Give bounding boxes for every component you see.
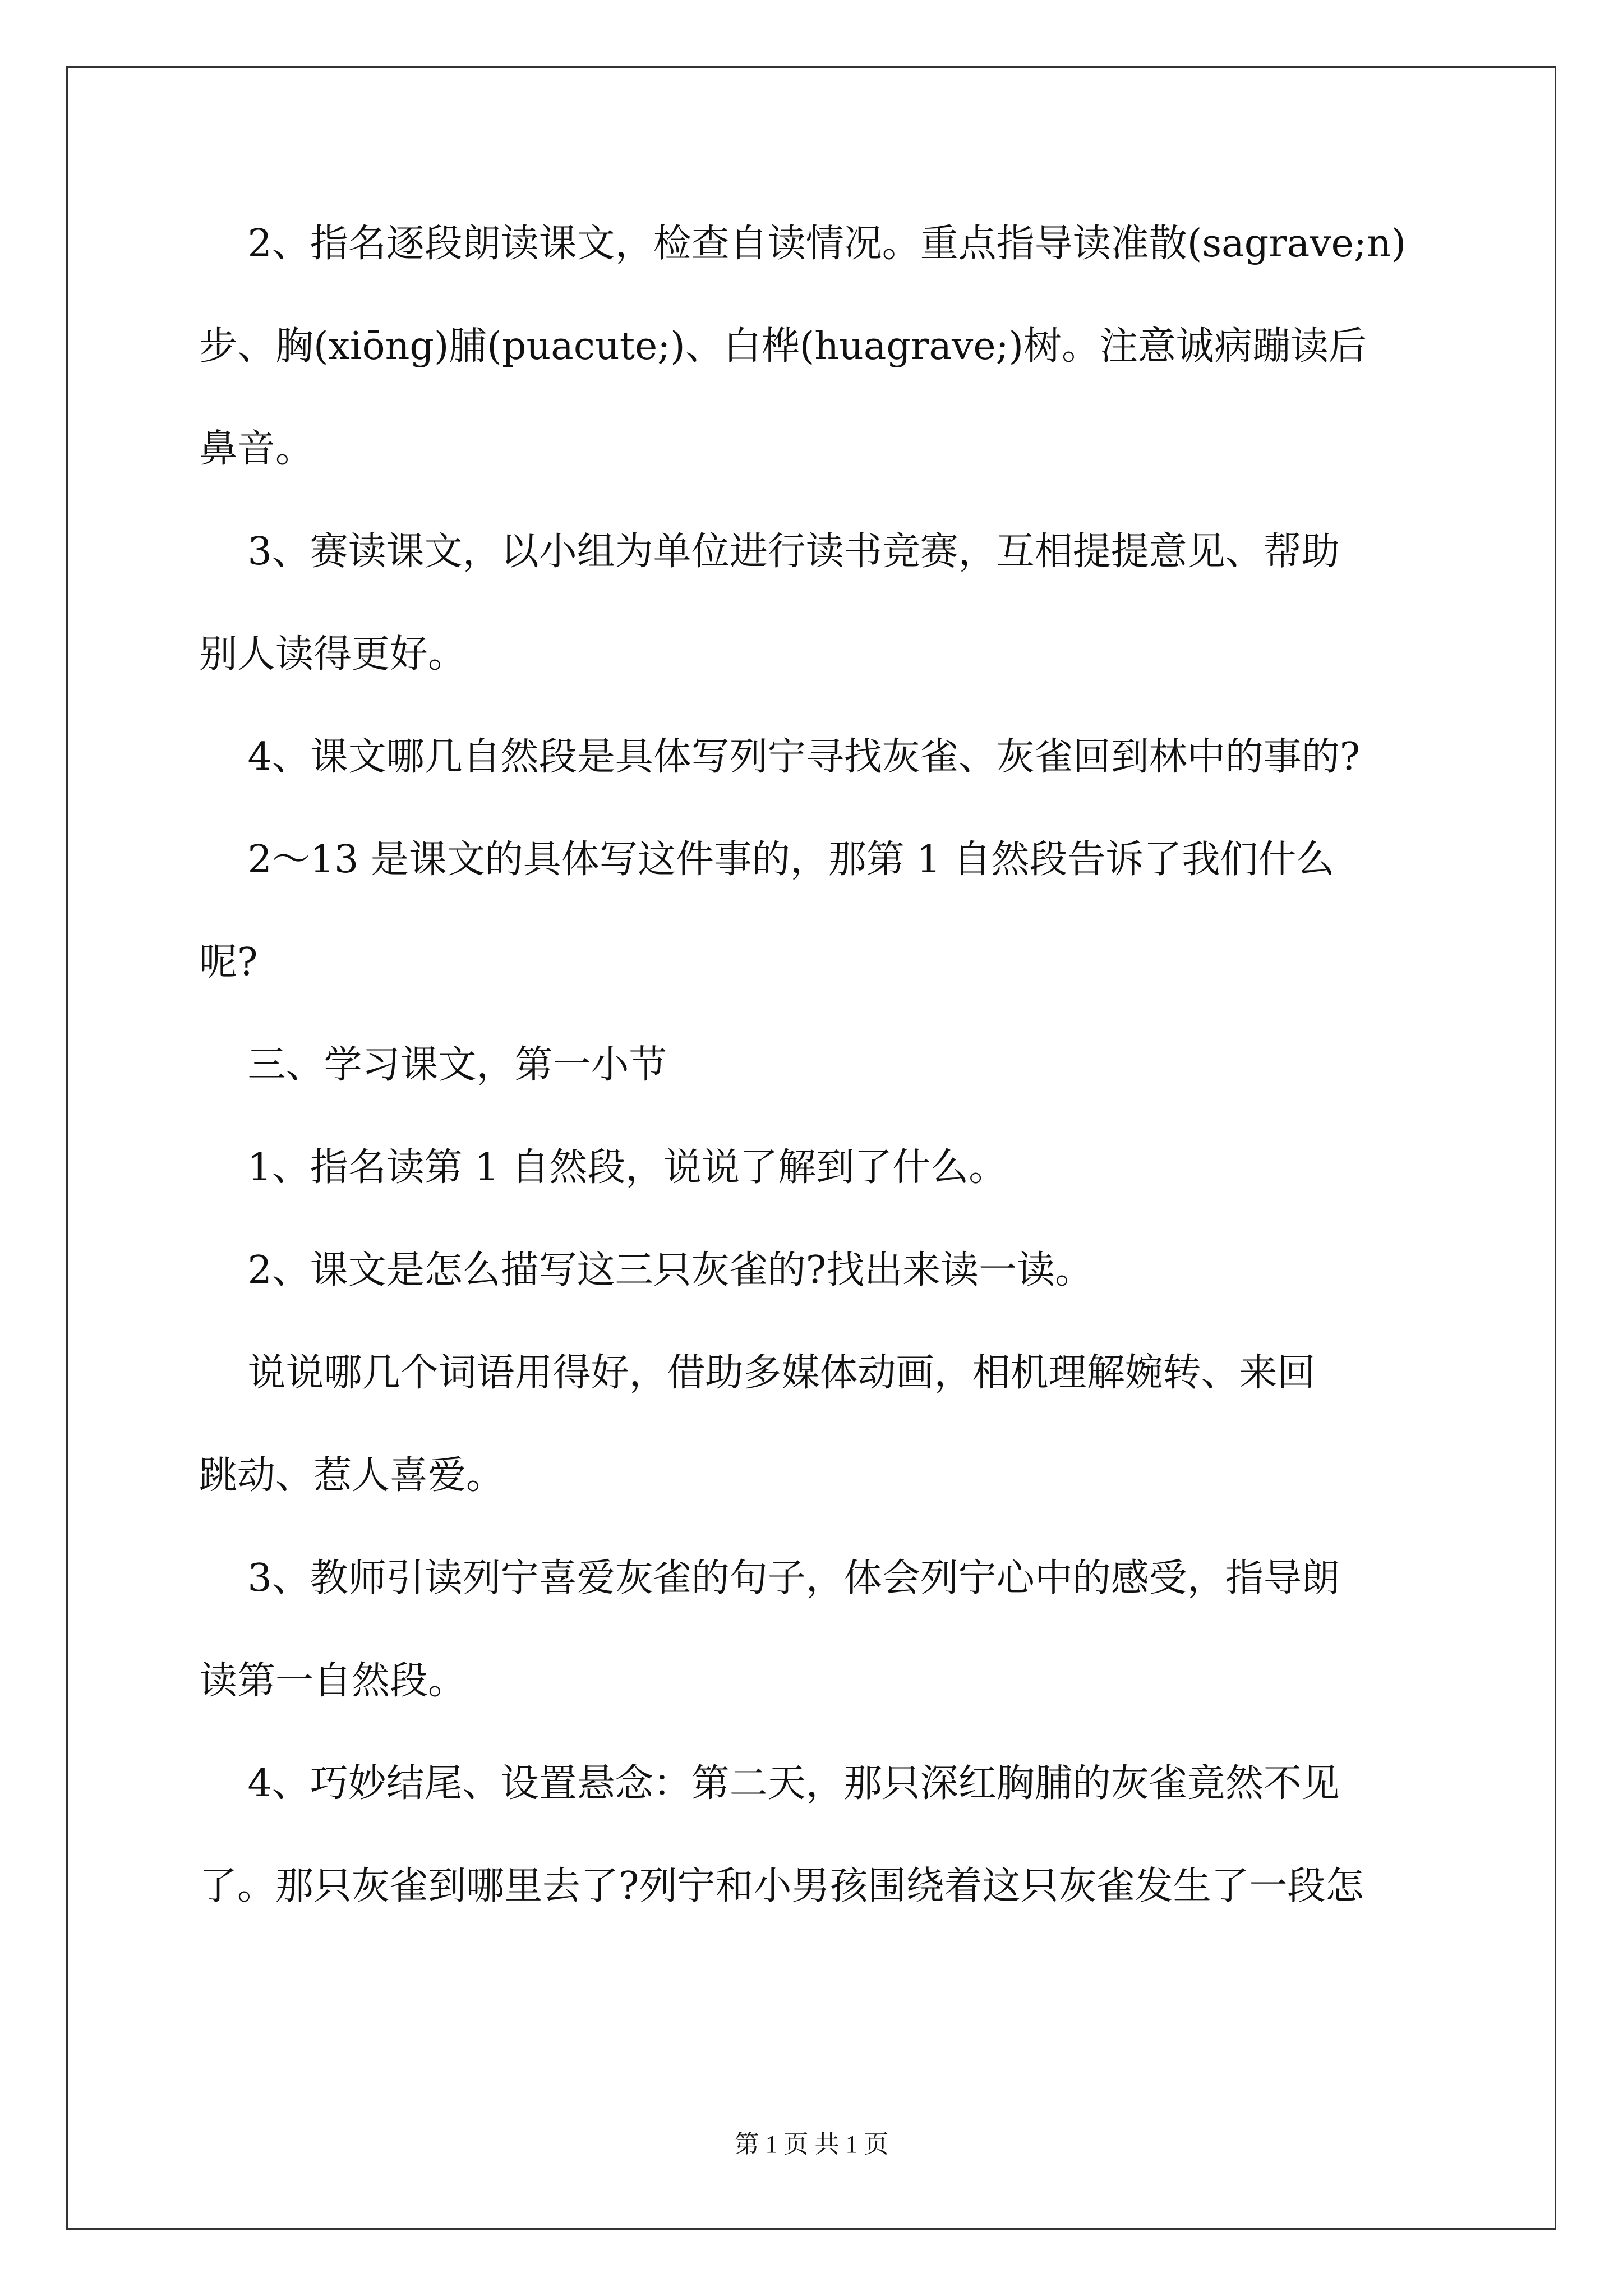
text-line: 2～13 是课文的具体写这件事的，那第 1 自然段告诉了我们什么 xyxy=(199,838,1335,882)
text-line: 跳动、惹人喜爱。 xyxy=(199,1453,505,1498)
text-line: 3、教师引读列宁喜爱灰雀的句子，体会列宁心中的感受，指导朗 xyxy=(199,1556,1340,1600)
text-line: 说说哪几个词语用得好，借助多媒体动画，相机理解婉转、来回 xyxy=(199,1351,1316,1395)
page-number-footer: 第 1 页 共 1 页 xyxy=(734,2131,889,2158)
text-line: 2、课文是怎么描写这三只灰雀的?找出来读一读。 xyxy=(199,1248,1094,1292)
text-line: 读第一自然段。 xyxy=(199,1659,467,1703)
text-line: 2、指名逐段朗读课文，检查自读情况。重点指导读准散(sagrave;n) xyxy=(199,222,1407,266)
text-line: 步、胸(xiōng)脯(puacute;)、白桦(huagrave;)树。注意诚病蹦读后 xyxy=(199,324,1367,369)
text-line: 3、赛读课文，以小组为单位进行读书竞赛，互相提提意见、帮助 xyxy=(199,530,1340,574)
text-line: 4、课文哪几自然段是具体写列宁寻找灰雀、灰雀回到林中的事的? xyxy=(199,735,1361,779)
text-line: 了。那只灰雀到哪里去了?列宁和小男孩围绕着这只灰雀发生了一段怎 xyxy=(199,1864,1364,1908)
text-line: 别人读得更好。 xyxy=(199,632,467,677)
text-line: 4、巧妙结尾、设置悬念：第二天，那只深红胸脯的灰雀竟然不见 xyxy=(199,1761,1340,1806)
text-line: 1、指名读第 1 自然段，说说了解到了什么。 xyxy=(199,1145,1007,1190)
text-line: 三、学习课文，第一小节 xyxy=(199,1043,667,1087)
text-line: 鼻音。 xyxy=(199,427,314,471)
text-line: 呢? xyxy=(199,940,258,984)
